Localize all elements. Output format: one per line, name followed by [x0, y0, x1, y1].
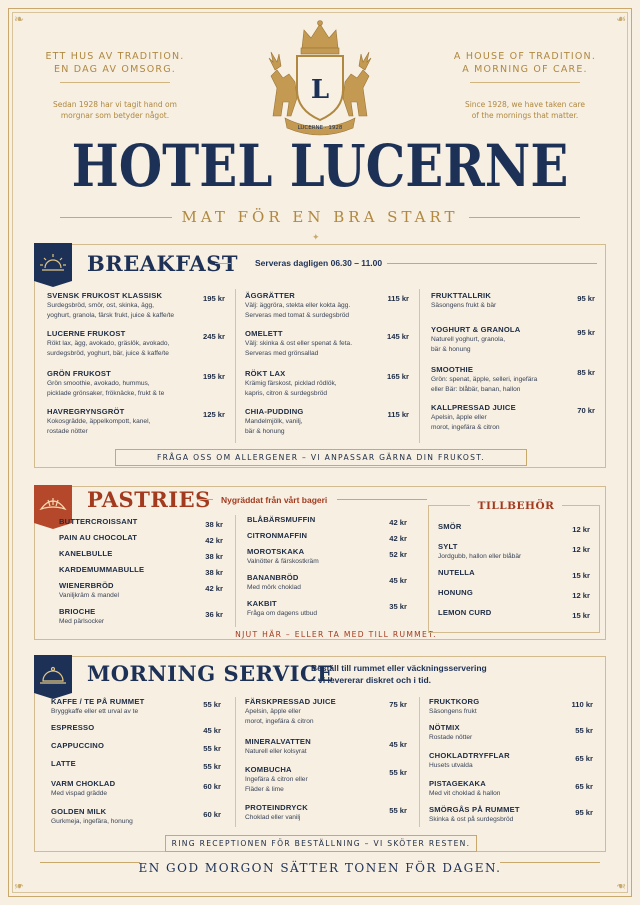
tillbehor-title: TILLBEHÖR [470, 500, 562, 512]
item-price: 12 kr [572, 591, 590, 600]
item-description: Naturell eller kolsyrat [245, 748, 307, 755]
item-description: Med mörk choklad [247, 584, 301, 591]
menu-item [245, 369, 409, 398]
item-price: 95 kr [577, 294, 595, 303]
item-name: FÄRSKPRESSAD JUICE [245, 697, 336, 706]
svg-text:L: L [310, 75, 330, 105]
item-price: 115 kr [387, 294, 409, 303]
menu-item [245, 803, 407, 822]
item-description: Säsongens frukt [429, 708, 477, 715]
corner-ornament-icon: ❧ [14, 12, 25, 26]
breakfast-title: BREAKFAST [87, 251, 239, 276]
item-price: 70 kr [577, 406, 595, 415]
item-description: eller Bär: blåbär, banan, hallon [431, 386, 521, 393]
item-price: 60 kr [203, 810, 221, 819]
item-price: 65 kr [575, 754, 593, 763]
item-name: GRÖN FRUKOST [47, 369, 111, 378]
item-description: yoghurt, granola, färsk frukt, juice & kaffe/te [47, 312, 175, 319]
divider [60, 82, 170, 83]
menu-item [431, 291, 595, 310]
item-description: bär & honung [245, 428, 285, 435]
item-name: PROTEINDRYCK [245, 803, 308, 812]
menu-item [247, 515, 407, 527]
item-description: Naturell yoghurt, granola, [431, 336, 506, 343]
item-name: CHOKLADTRYFFLAR [429, 751, 510, 760]
menu-item [59, 581, 223, 600]
item-description: Husets utvalda [429, 762, 473, 769]
item-description: Fläder & lime [245, 786, 284, 793]
morning-service-note: Beställ till rummet eller väckningsservering – vi levererar diskret och i tid. [311, 663, 487, 685]
breakfast-hours: Serveras dagligen 06.30 – 11.00 [255, 258, 383, 268]
menu-item [431, 403, 595, 432]
menu-item [51, 759, 221, 771]
right-subtext: Since 1928, we have taken care of the mornings that matter. [464, 100, 586, 120]
item-price: 42 kr [389, 534, 407, 543]
menu-item [247, 599, 407, 618]
item-description: Säsongens frukt & bär [431, 302, 497, 309]
menu-item [429, 751, 593, 770]
ornament-icon: ✦ [312, 232, 320, 242]
item-price: 55 kr [389, 806, 407, 815]
item-name: KANELBULLE [59, 549, 113, 558]
item-name: KALLPRESSAD JUICE [431, 403, 516, 412]
morning-service-section [34, 656, 606, 852]
pastries-banner: NJUT HÄR – ELLER TA MED TILL RUMMET. [221, 630, 451, 639]
menu-item [51, 807, 221, 826]
item-description: Grön: spenat, äpple, selleri, ingefära [431, 376, 538, 383]
item-description: Fråga om dagens utbud [247, 610, 318, 617]
item-description: Med vit choklad & hallon [429, 790, 501, 797]
item-description: Jordgubb, hallon eller blåbär [438, 553, 522, 560]
menu-item [47, 407, 225, 436]
item-description: Serveras med tomat & surdegsbröd [245, 312, 350, 319]
item-name: YOGHURT & GRANOLA [431, 325, 521, 334]
item-price: 65 kr [575, 782, 593, 791]
menu-item [438, 568, 590, 580]
item-description: kapris, citron & surdegsbröd [245, 390, 328, 397]
item-name: MOROTSKAKA [247, 547, 305, 556]
menu-item [438, 588, 590, 600]
item-price: 55 kr [389, 768, 407, 777]
item-description: Ingefära & citron eller [245, 776, 308, 783]
pastries-note: Nygräddat från vårt bageri [221, 495, 328, 505]
item-description: Med pärlsocker [59, 618, 105, 625]
item-price: 12 kr [572, 545, 590, 554]
item-name: SYLT [438, 542, 458, 551]
reception-banner: RING RECEPTIONEN FÖR BESTÄLLNING – VI SKÖTER RESTEN. [165, 835, 477, 852]
menu-item [431, 365, 595, 394]
item-name: SMÖR [438, 522, 462, 531]
item-price: 52 kr [389, 550, 407, 559]
item-name: LEMON CURD [438, 608, 492, 617]
item-price: 36 kr [205, 610, 223, 619]
item-description: Kokosgrädde, äppelkompott, kanel, [47, 418, 151, 425]
item-description: Choklad eller vanilj [245, 814, 301, 821]
item-name: FRUKTKORG [429, 697, 480, 706]
item-name: LATTE [51, 759, 76, 768]
item-name: HONUNG [438, 588, 473, 597]
cloche-icon [34, 656, 72, 698]
menu-item [438, 542, 590, 561]
menu-item [47, 329, 225, 358]
menu-item [247, 547, 407, 566]
menu-item [247, 531, 407, 543]
menu-item [59, 549, 223, 561]
menu-item [429, 723, 593, 742]
menu-item [59, 533, 223, 545]
item-description: morot, ingefära & citron [245, 718, 314, 725]
menu-item [245, 737, 407, 756]
item-name: NÖTMIX [429, 723, 460, 732]
item-price: 60 kr [203, 782, 221, 791]
item-name: PAIN AU CHOCOLAT [59, 533, 138, 542]
corner-ornament-icon: ❧ [615, 879, 626, 893]
item-name: BLÅBÄRSMUFFIN [247, 515, 316, 524]
item-price: 55 kr [575, 726, 593, 735]
item-name: SMOOTHIE [431, 365, 474, 374]
item-price: 245 kr [203, 332, 225, 341]
item-name: KAFFE / TE PÅ RUMMET [51, 697, 145, 706]
menu-item [429, 779, 593, 798]
item-description: Serveras med grönsallad [245, 350, 319, 357]
item-name: ÄGGRÄTTER [245, 291, 295, 300]
item-price: 125 kr [203, 410, 225, 419]
item-description: Rostade nötter [429, 734, 473, 741]
item-name: FRUKTTALLRIK [431, 291, 492, 300]
item-price: 45 kr [203, 726, 221, 735]
item-description: morot, ingefära & citron [431, 424, 500, 431]
item-description: surdegsbröd, yoghurt, bär, juice & kaffe/te [47, 350, 169, 357]
allergen-banner: FRÅGA OSS OM ALLERGENER – VI ANPASSAR GÄRNA DIN FRUKOST. [115, 449, 527, 466]
pastries-title: PASTRIES [87, 487, 211, 512]
item-price: 42 kr [205, 584, 223, 593]
morning-service-title: MORNING SERVICE [87, 661, 334, 686]
item-price: 110 kr [571, 700, 593, 709]
item-description: Vaniljkräm & mandel [59, 592, 119, 599]
menu-item [47, 369, 225, 398]
item-price: 35 kr [389, 602, 407, 611]
item-price: 85 kr [577, 368, 595, 377]
menu-item [438, 522, 590, 534]
item-price: 38 kr [205, 520, 223, 529]
subtitle-row [60, 207, 580, 227]
item-price: 38 kr [205, 568, 223, 577]
item-name: LUCERNE FRUKOST [47, 329, 126, 338]
item-price: 12 kr [572, 525, 590, 534]
menu-item [245, 407, 409, 436]
item-price: 165 kr [387, 372, 409, 381]
menu-item [247, 573, 407, 592]
item-name: ESPRESSO [51, 723, 95, 732]
item-description: Med vispad grädde [51, 790, 108, 797]
menu-item [51, 779, 221, 798]
item-name: KAKBIT [247, 599, 277, 608]
menu-item [51, 741, 221, 753]
item-name: GOLDEN MILK [51, 807, 107, 816]
item-description: Grön smoothie, avokado, hummus, [47, 380, 150, 387]
item-name: BRIOCHE [59, 607, 96, 616]
item-name: SMÖRGÅS PÅ RUMMET [429, 805, 520, 814]
item-description: Krämig färskost, picklad rödlök, [245, 380, 337, 387]
menu-item [429, 697, 593, 716]
item-price: 145 kr [387, 332, 409, 341]
item-name: OMELETT [245, 329, 283, 338]
item-description: Gurkmeja, ingefära, honung [51, 818, 133, 825]
item-name: KARDEMUMMABULLE [59, 565, 145, 574]
menu-item [438, 608, 590, 620]
item-price: 38 kr [205, 552, 223, 561]
item-description: rostade nötter [47, 428, 88, 435]
item-price: 95 kr [575, 808, 593, 817]
item-description: Surdegsbröd, smör, ost, skinka, ägg, [47, 302, 155, 309]
item-price: 55 kr [203, 700, 221, 709]
item-price: 55 kr [203, 762, 221, 771]
subtitle: MAT FÖR EN BRA START [181, 208, 459, 226]
item-price: 45 kr [389, 576, 407, 585]
item-price: 115 kr [387, 410, 409, 419]
item-price: 42 kr [389, 518, 407, 527]
item-description: Apelsin, äpple eller [431, 414, 487, 421]
item-name: CHIA-PUDDING [245, 407, 304, 416]
item-name: BANANBRÖD [247, 573, 299, 582]
item-description: picklade grönsaker, fröknäcke, frukt & te [47, 390, 165, 397]
item-description: Mandelmjölk, vanilj, [245, 418, 303, 425]
menu-item [59, 607, 223, 626]
item-description: Välj: skinka & ost eller spenat & feta. [245, 340, 353, 347]
item-description: bär & honung [431, 346, 471, 353]
item-description: Valnötter & färskostkräm [247, 558, 319, 565]
item-name: HAVREGRYNSGRÖT [47, 407, 125, 416]
hotel-crest-logo [255, 18, 385, 136]
item-price: 45 kr [389, 740, 407, 749]
sunrise-icon [34, 244, 72, 286]
item-name: RÖKT LAX [245, 369, 286, 378]
item-description: Rökt lax, ägg, avokado, gräslök, avokado, [47, 340, 170, 347]
item-description: Apelsin, äpple eller [245, 708, 301, 715]
item-name: CAPPUCCINO [51, 741, 105, 750]
menu-item [431, 325, 595, 354]
menu-item [51, 697, 221, 716]
left-subtext: Sedan 1928 har vi tagit hand om morgnar som betyder något. [53, 100, 177, 120]
item-name: SVENSK FRUKOST KLASSISK [47, 291, 163, 300]
divider [470, 82, 580, 83]
item-price: 195 kr [203, 294, 225, 303]
item-description: Skinka & ost på surdegsbröd [429, 816, 514, 823]
item-price: 15 kr [572, 611, 590, 620]
item-price: 75 kr [389, 700, 407, 709]
item-name: NUTELLA [438, 568, 475, 577]
corner-ornament-icon: ❧ [14, 879, 25, 893]
menu-item [245, 697, 407, 726]
item-name: BUTTERCROISSANT [59, 517, 138, 526]
page-title: HOTEL LUCERNE [71, 132, 569, 200]
breakfast-section [34, 244, 606, 468]
svg-text:LUCERNE · 1928: LUCERNE · 1928 [297, 125, 343, 131]
item-name: VARM CHOKLAD [51, 779, 116, 788]
item-name: PISTAGEKAKA [429, 779, 486, 788]
item-name: KOMBUCHA [245, 765, 292, 774]
item-description: Bryggkaffe eller ett urval av te [51, 708, 139, 715]
item-price: 95 kr [577, 328, 595, 337]
item-description: Välj: äggröra, stekta eller kokta ägg. [245, 302, 351, 309]
item-price: 55 kr [203, 744, 221, 753]
menu-item [51, 723, 221, 735]
menu-item [59, 517, 223, 529]
menu-item [429, 805, 593, 824]
menu-item [245, 291, 409, 320]
item-name: MINERALVATTEN [245, 737, 311, 746]
footer-tagline: EN GOD MORGON SÄTTER TONEN FÖR DAGEN. [138, 861, 502, 875]
item-price: 42 kr [205, 536, 223, 545]
menu-item [59, 565, 223, 577]
item-name: WIENERBRÖD [59, 581, 114, 590]
item-price: 15 kr [572, 571, 590, 580]
item-name: CITRONMAFFIN [247, 531, 308, 540]
menu-item [245, 765, 407, 794]
item-price: 195 kr [203, 372, 225, 381]
right-tagline: A HOUSE OF TRADITION. A MORNING OF CARE. Since 1928, we have taken care of the mornings that matter. [440, 50, 610, 121]
corner-ornament-icon: ❧ [615, 12, 626, 26]
left-tagline: ETT HUS AV TRADITION. EN DAG AV OMSORG. Sedan 1928 har vi tagit hand om morgnar som betyder något. [30, 50, 200, 121]
menu-item [47, 291, 225, 320]
menu-item [245, 329, 409, 358]
